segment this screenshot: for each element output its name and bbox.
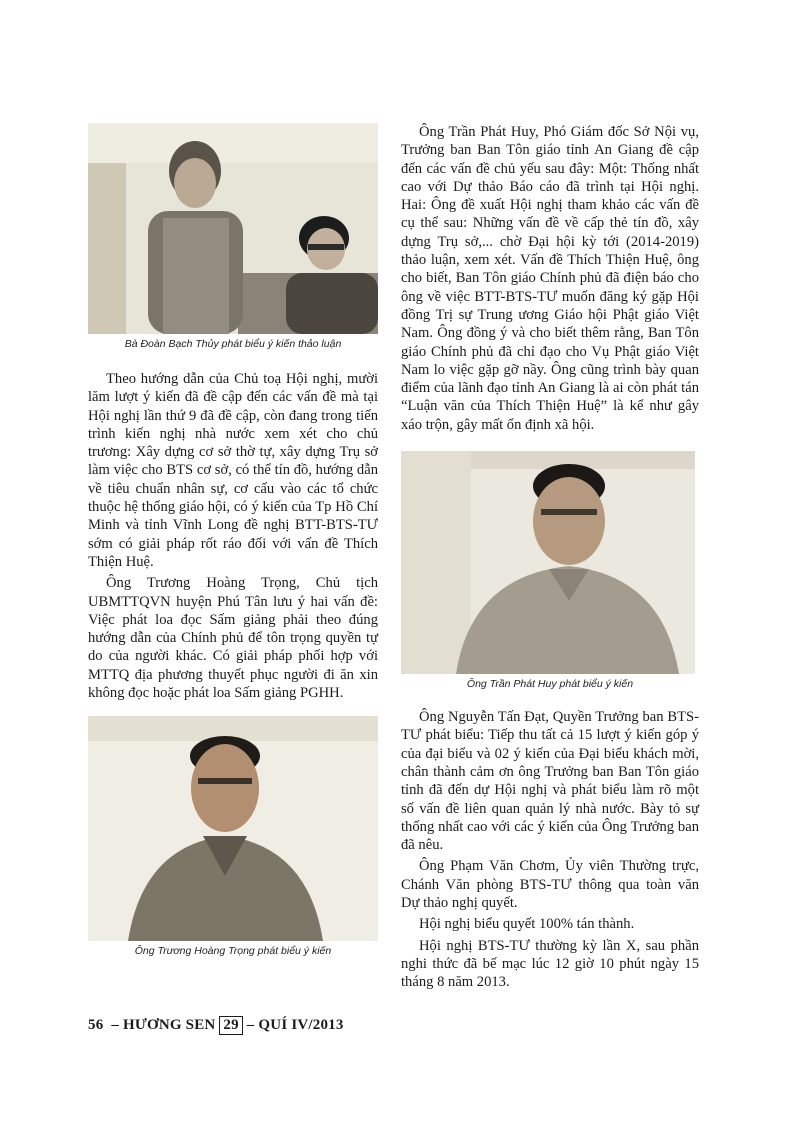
photo-doan-bach-thuy-image [88,123,378,334]
paragraph: Hội nghị BTS-TƯ thường kỳ lần X, sau phần nghi thức đã bế mạc lúc 12 giờ 10 phút ngày 15 tháng 8 năm 2013. [401,937,699,991]
paragraph: Ông Trương Hoàng Trọng, Chủ tịch UBMTTQVN huyện Phú Tân lưu ý hai vấn đề: Việc phát loa đọc Sấm giảng phải theo đúng hướng dẫn của Chính phủ để tôn trọng quyền tự do của người khác. Có giải pháp phối hợp với MTTQ địa phương thuyết phục người đi ăn xin không đọc hoặc phát loa Sấm giảng PGHH. [88,575,378,702]
right-column [401,123,699,992]
photo-tran-phat-huy-image [401,451,695,674]
left-column [88,123,378,957]
paragraph: Ông Phạm Văn Chơm, Ủy viên Thường trực, Chánh Văn phòng BTS-TƯ thông qua toàn văn Dự thảo nghị quyết. [401,858,699,912]
paragraph: Ông Nguyễn Tấn Đạt, Quyền Trưởng ban BTS-TƯ phát biểu: Tiếp thu tất cả 15 lượt ý kiến góp ý của đại biểu và 02 ý kiến của Đại biểu khách mời, chân thành cảm ơn ông Trưởng ban Ban Tôn giáo tỉnh đã đến dự Hội nghị và phát biểu làm rõ một số vấn đề liên quan quản lý nhà nước. Bày tỏ sự thống nhất cao với các ý kiến của Ông Trưởng ban đã nêu. [401,709,699,854]
photo-caption: Ông Trương Hoàng Trọng phát biểu ý kiến [134,945,332,958]
photo-doan-bach-thuy [88,123,378,334]
photo-tran-phat-huy [401,451,695,674]
paragraph: Hội nghị biểu quyết 100% tán thành. [419,916,635,933]
page-footer [88,1016,344,1035]
photo-caption: Bà Đoàn Bạch Thủy phát biểu ý kiến thảo luận [124,338,342,350]
journal-name: – HƯƠNG SEN [111,1017,216,1033]
paragraph: Ông Trần Phát Huy, Phó Giám đốc Sở Nội vụ, Trưởng ban Ban Tôn giáo tỉnh An Giang đề cập đến các vấn đề chủ yếu sau đây: Một: Thống nhất cao với Dự thảo Báo cáo đã trình tại Hội nghị. Hai: Ông đề xuất Hội nghị tham khảo các vấn đề cụ thể sau: Những vấn đề về cấp thẻ tín đồ, xây dựng Trụ sở,... chờ Đại hội kỳ tới (2014-2019) thảo luận, xem xét. Vấn đề Thích Thiện Huệ, ông cho biết, Ban Tôn giáo Chính phủ đã điện báo cho ông về việc BTT-BTS-TƯ muốn đăng ký gặp Hội đồng Trị sự Trung ương Giáo hội Phật giáo Việt Nam. Ông đồng ý và cho biết thêm rằng, Ban Tôn giáo Chính phủ đã chỉ đạo cho Vụ Phật giáo Việt Nam lo việc gặp gỡ nầy. Ông cũng trình bày quan điểm của lãnh đạo tỉnh An Giang là ai còn phát tán “Luận văn của Thích Thiện Huệ” là kể như gây xáo trộn, gây mất ổn định xã hội. [401,124,699,433]
page-number: 56 [88,1017,104,1033]
issue-period: – QUÍ IV/2013 [246,1017,344,1033]
photo-truong-hoang-trong-image [88,716,378,941]
photo-truong-hoang-trong [88,716,378,941]
paragraph: Theo hướng dẫn của Chủ toạ Hội nghị, mười lăm lượt ý kiến đã đề cập đến các vấn đề mà tại Hội nghị lần thứ 9 đã đề cập, còn đang trong tiến trình kiến nghị nhà nước xem xét cho chủ trương: Xây dựng cơ sở thờ tự, xây dựng Trụ sở làm việc cho BTS cơ sở, có thể tín đồ, hướng dẫn về tiêu chuẩn nhân sự, cơ cấu vào các tổ chức thuộc hệ thống giáo hội, có ý kiến của Tp Hồ Chí Minh và tỉnh Vĩnh Long đề nghị BTT-BTS-TƯ sớm có giải pháp rốt ráo đối với vấn đề Thích Thiện Huệ. [88,371,378,570]
issue-number: 29 [219,1016,242,1035]
photo-caption: Ông Trần Phát Huy phát biểu ý kiến [466,678,634,691]
